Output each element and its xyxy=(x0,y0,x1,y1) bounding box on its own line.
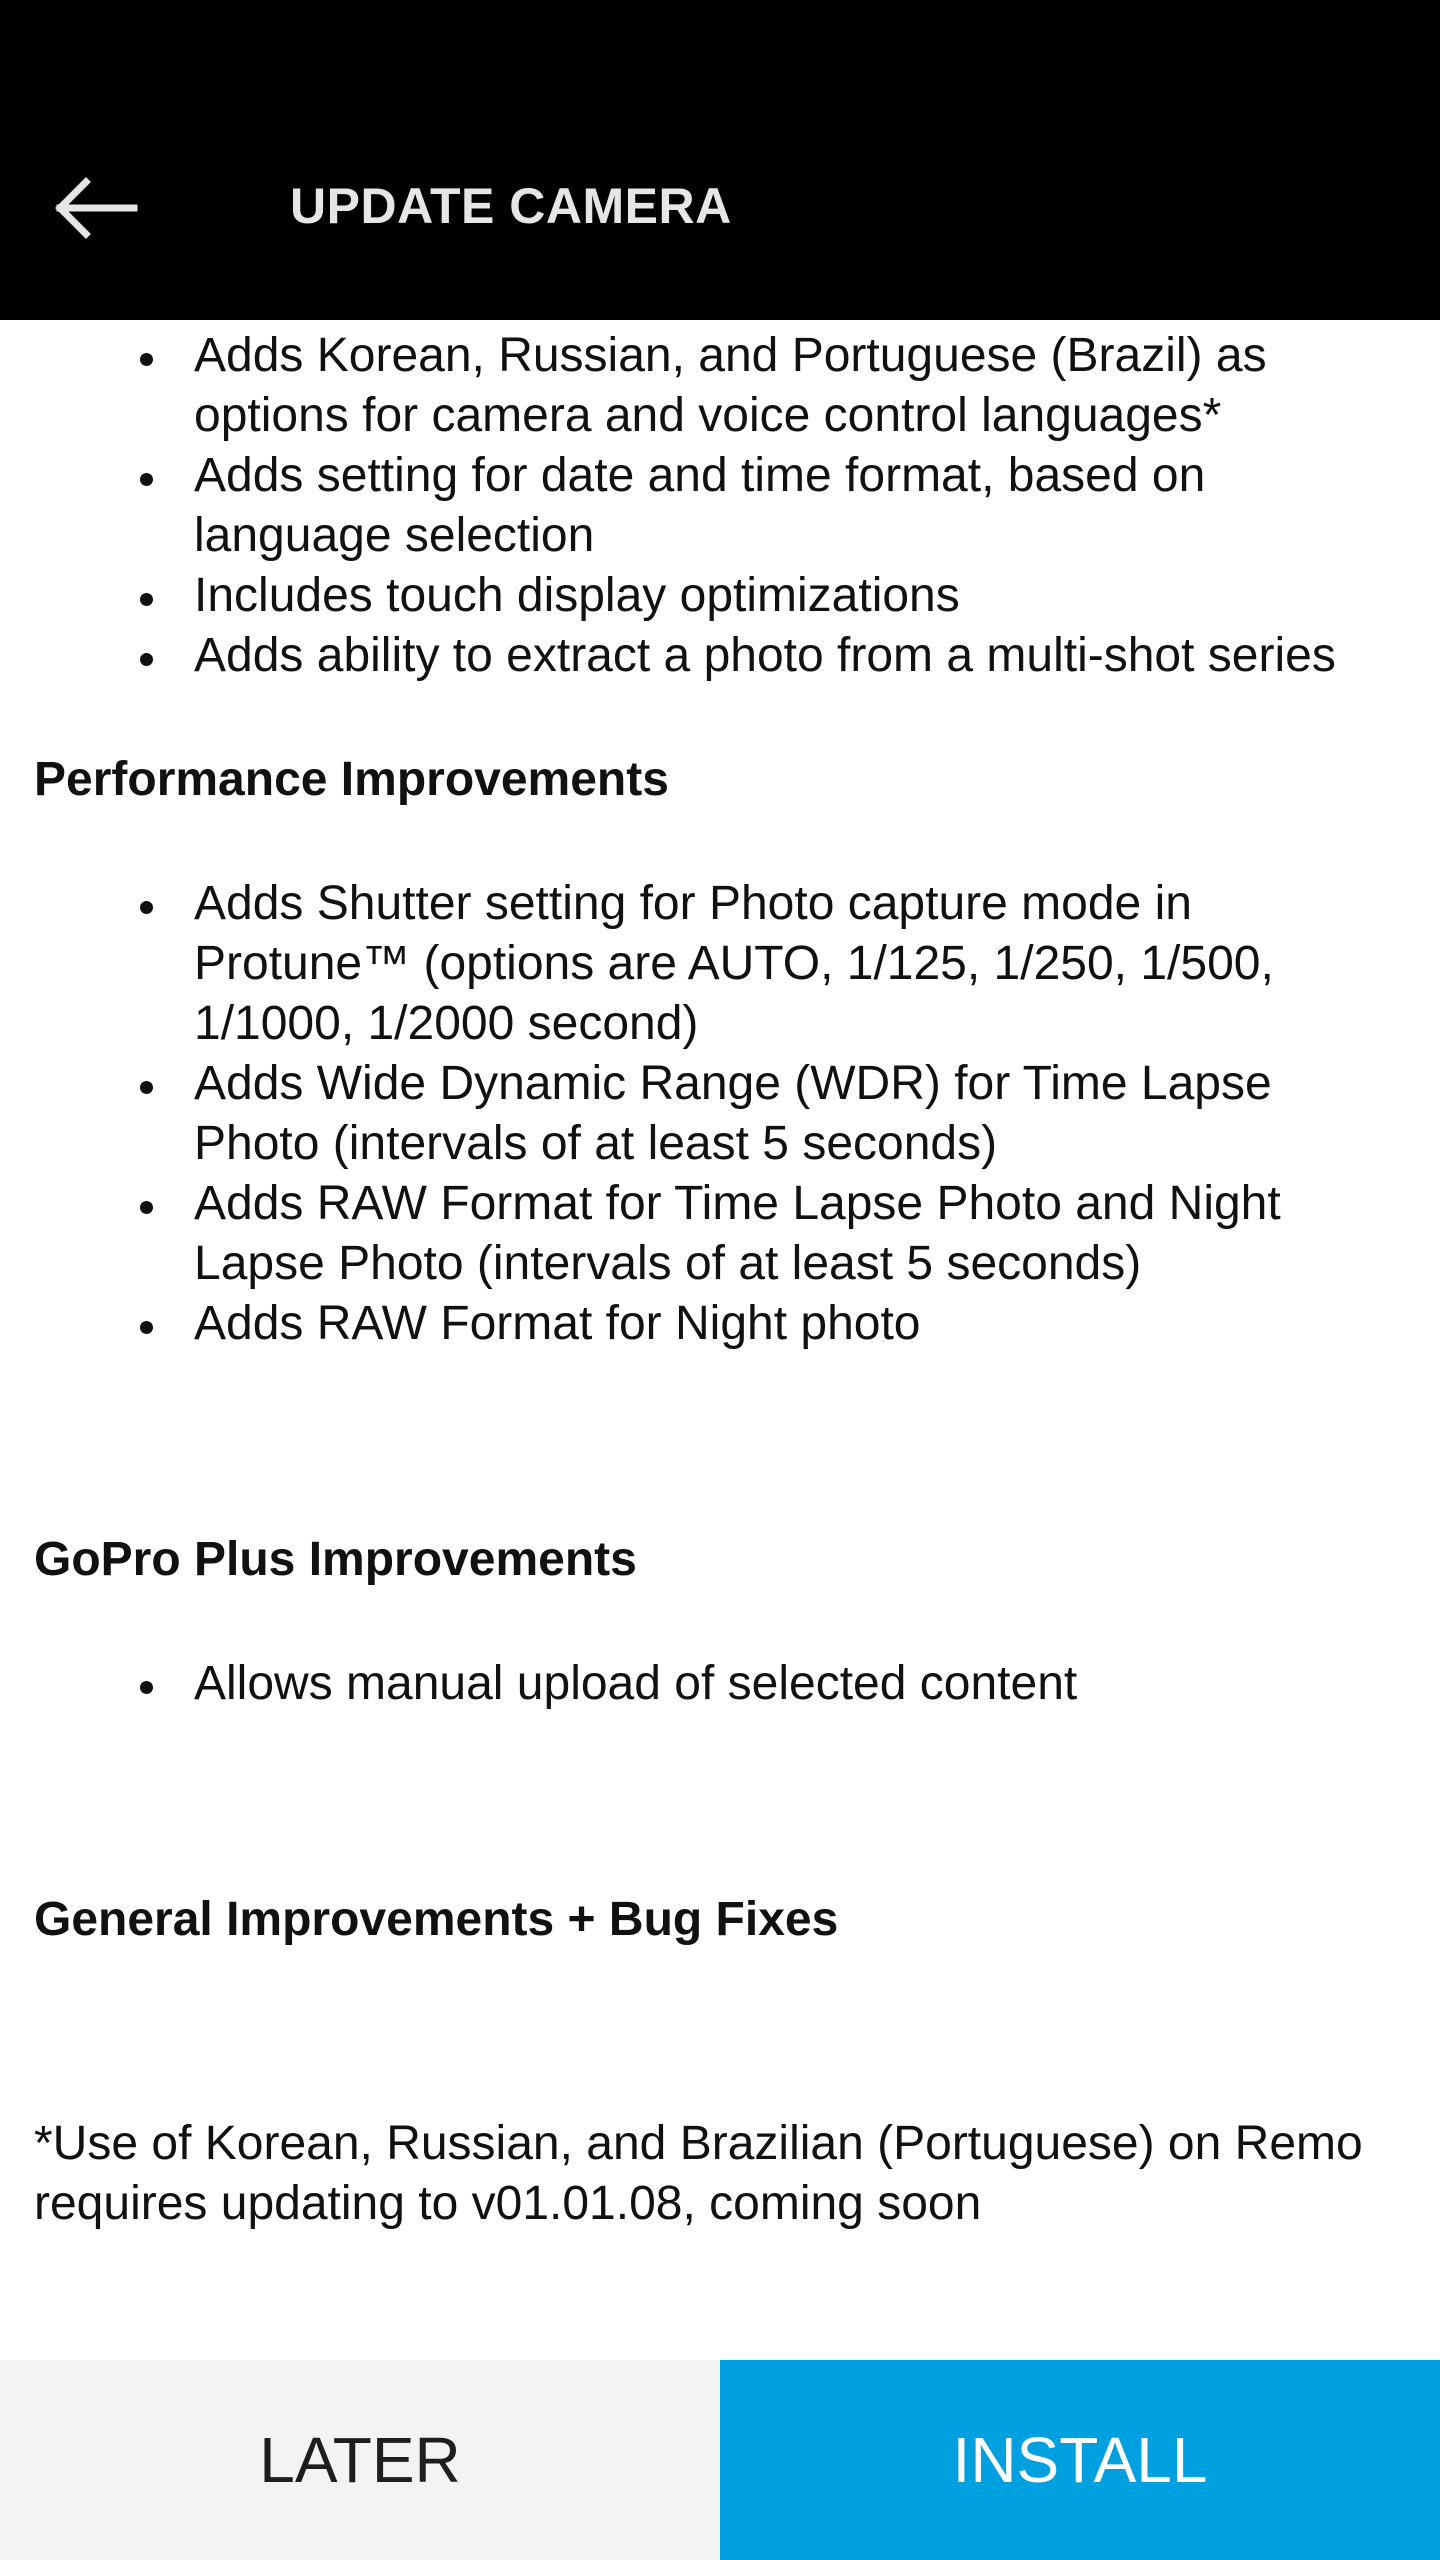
list-item: Adds ability to extract a photo from a multi-shot series xyxy=(194,626,1380,686)
list-item: Allows manual upload of selected content xyxy=(194,1654,1380,1714)
list-item: Includes touch display optimizations xyxy=(194,566,1380,626)
list-item: Adds RAW Format for Night photo xyxy=(194,1294,1380,1354)
list-item: Adds Shutter setting for Photo capture mode in Protune™ (options are AUTO, 1/125, 1/250, 1/500, 1/1000, 1/2000 second) xyxy=(194,874,1380,1054)
list-item: Adds Korean, Russian, and Portuguese (Brazil) as options for camera and voice control languages* xyxy=(194,326,1380,446)
performance-list xyxy=(0,874,1440,1354)
later-button[interactable]: LATER xyxy=(0,2360,720,2560)
install-button[interactable]: INSTALL xyxy=(720,2360,1440,2560)
back-button[interactable] xyxy=(52,160,172,260)
list-item: Adds setting for date and time format, based on language selection xyxy=(194,446,1380,566)
list-item: Adds Wide Dynamic Range (WDR) for Time Lapse Photo (intervals of at least 5 seconds) xyxy=(194,1054,1380,1174)
action-bar xyxy=(0,2360,1440,2560)
page-title: UPDATE CAMERA xyxy=(290,178,732,234)
list-item: Adds RAW Format for Time Lapse Photo and Night Lapse Photo (intervals of at least 5 seconds) xyxy=(194,1174,1380,1294)
goplus-list xyxy=(0,1654,1440,1714)
footnote: *Use of Korean, Russian, and Brazilian (Portuguese) on Remo requires updating to v01.01.08, coming soon xyxy=(34,2117,1363,2230)
section-heading-goplus: GoPro Plus Improvements xyxy=(34,1533,637,1586)
section-heading-performance: Performance Improvements xyxy=(34,753,669,806)
back-arrow-icon xyxy=(52,160,142,250)
section-heading-general: General Improvements + Bug Fixes xyxy=(34,1893,839,1946)
release-notes[interactable] xyxy=(0,320,1440,2360)
app-header xyxy=(0,0,1440,320)
feature-list xyxy=(0,326,1440,686)
